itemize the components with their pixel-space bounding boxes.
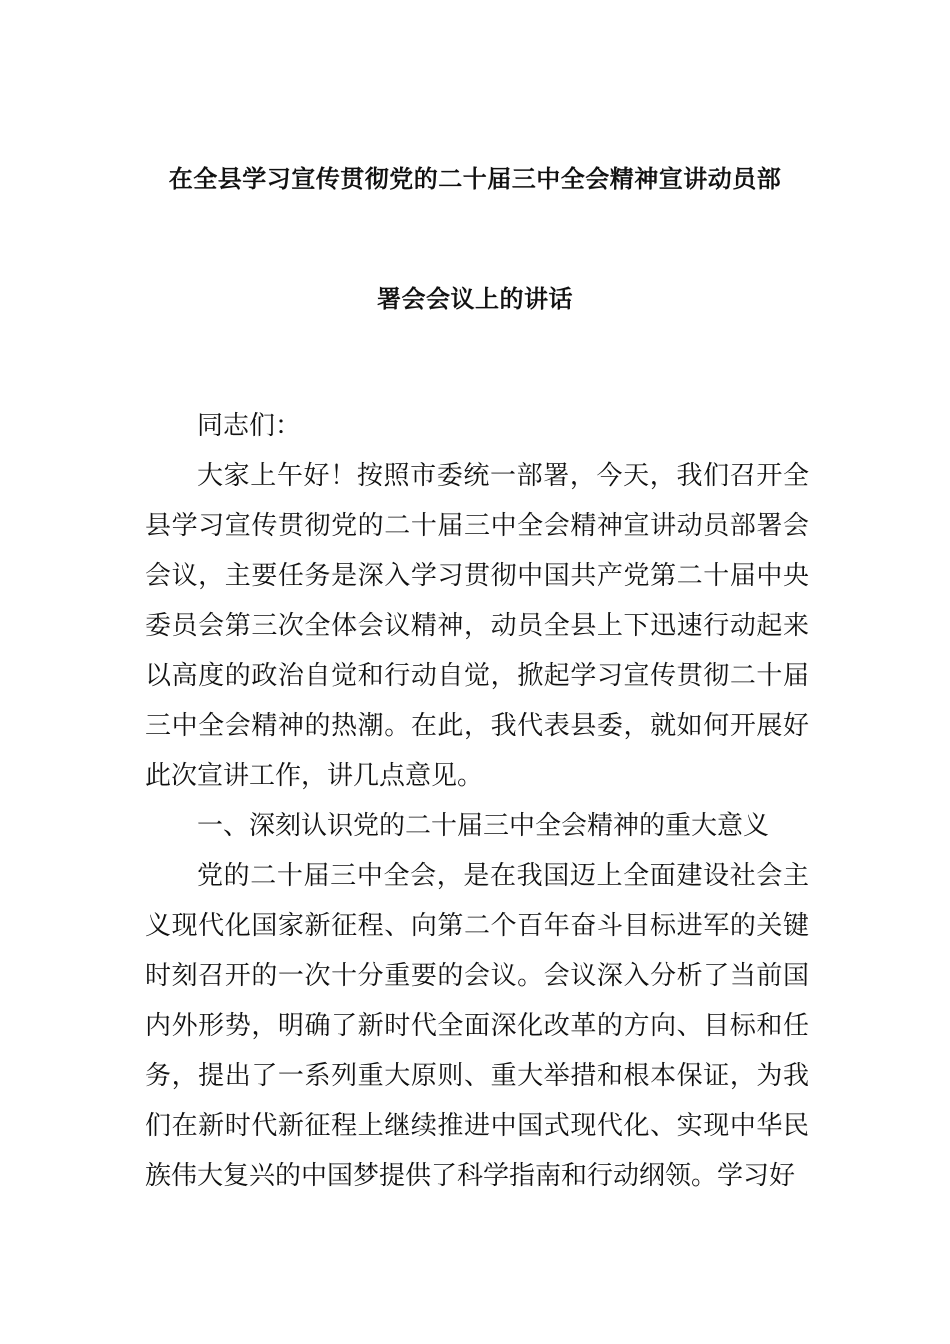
document-title-line-2: 署会会议上的讲话 — [377, 285, 573, 313]
paragraph-opening: 大家上午好！按照市委统一部署，今天，我们召开全县学习宣传贯彻党的二十届三中全会精神宣讲动员部署会会议，主要任务是深入学习贯彻中国共产党第二十届中央委员会第三次全体会议精神，动员全县上下迅速行动起来以高度的政治自觉和行动自觉，掀起学习宣传贯彻二十届三中全会精神的热潮。在此，我代表县委，就如何开展好此次宣讲工作，讲几点意见。 — [145, 461, 809, 791]
section-heading-1: 一、深刻认识党的二十届三中全会精神的重大意义 — [197, 811, 770, 841]
document-body — [145, 401, 809, 1201]
paragraph-section-1: 党的二十届三中全会，是在我国迈上全面建设社会主义现代化国家新征程、向第二个百年奋斗目标进军的关键时刻召开的一次十分重要的会议。会议深入分析了当前国内外形势，明确了新时代全面深化改革的方向、目标和任务，提出了一系列重大原则、重大举措和根本保证，为我们在新时代新征程上继续推进中国式现代化、实现中华民族伟大复兴的中国梦提供了科学指南和行动纲领。学习好 — [145, 861, 809, 1191]
salutation: 同志们： — [197, 411, 302, 441]
document-title-line-1: 在全县学习宣传贯彻党的二十届三中全会精神宣讲动员部 — [168, 165, 782, 193]
